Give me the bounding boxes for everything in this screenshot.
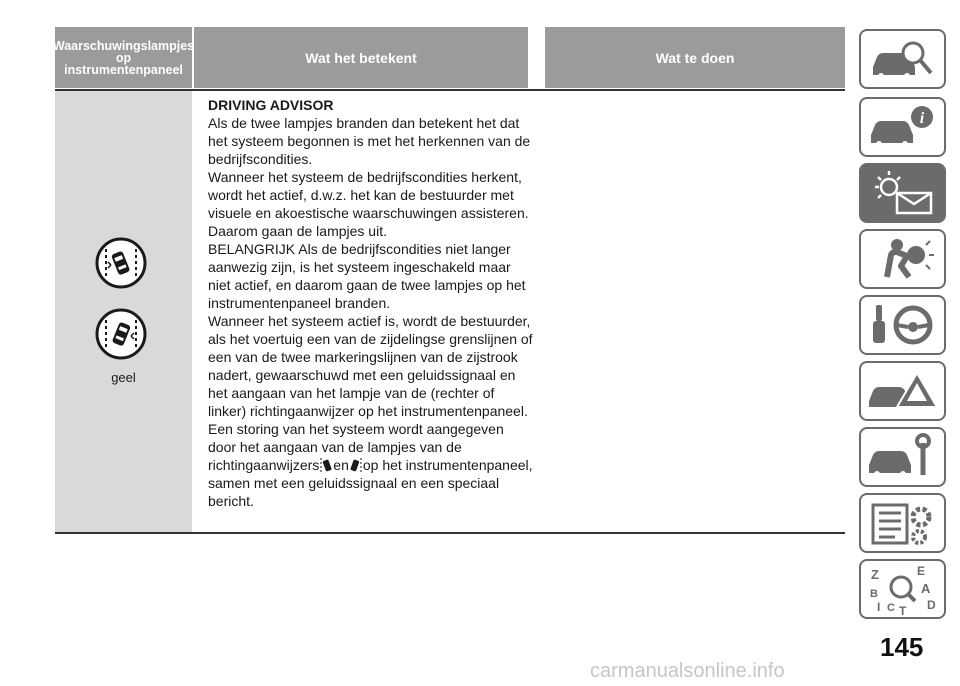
paragraph-1: Als de twee lampjes branden dan betekent het dat het systeem begonnen is met het herkennen van de bedrijfscondities. xyxy=(208,115,531,167)
header-col-action: Wat te doen xyxy=(545,27,845,88)
tab-emergency[interactable] xyxy=(859,361,946,421)
page-number: 145 xyxy=(880,632,924,662)
header-col-warning-lights xyxy=(52,27,195,88)
header-col1-line2: op xyxy=(115,50,132,65)
header-col1-line1: Waarschuwingslampjes xyxy=(52,38,195,53)
lane-keep-left-warning-icon xyxy=(95,237,147,289)
car-wrench-icon xyxy=(861,429,944,485)
tab-car-search[interactable] xyxy=(859,29,946,89)
paragraph-4: Wanneer het systeem actief is, wordt de bestuurder, als het voertuig een van de zijdelingse grenslijnen of een van de twee markeringslijnen van de zijstrook nadert, gewaarschuwd met een geluidssignaal en het aangaan van het lampje van de (rechter of linker) richtingaanwijzer op het instrumentenpaneel. xyxy=(208,313,533,419)
svg-text:A: A xyxy=(921,581,931,596)
specs-gear-icon xyxy=(861,495,944,551)
tab-warning-lights[interactable] xyxy=(859,163,946,223)
car-warning-triangle-icon xyxy=(861,363,944,419)
header-col1-line3: instrumentenpaneel xyxy=(64,62,183,77)
tab-safety[interactable] xyxy=(859,229,946,289)
alphabetical-index-icon xyxy=(861,561,944,617)
table-bottom-divider xyxy=(55,532,845,534)
watermark: carmanualsonline.info xyxy=(590,660,785,682)
warning-light-message-icon xyxy=(861,165,944,221)
paragraph-5-part-a: Een storing van het systeem wordt aangegeven door het aangaan van de lampjes van de richtingaanwijzers xyxy=(208,421,504,473)
steering-key-icon xyxy=(861,297,944,353)
tab-maintenance[interactable] xyxy=(859,427,946,487)
meaning-text xyxy=(208,96,533,510)
lane-left-inline-icon xyxy=(320,457,332,473)
paragraph-2: Wanneer het systeem de bedrijfscondities herkent, wordt het actief, d.w.z. het kan de bestuurder met visuele en akoestische waarschuwingen assisteren. Daarom gaan de lampjes uit. xyxy=(208,169,529,239)
svg-text:B: B xyxy=(870,588,878,600)
paragraph-5-part-b: en xyxy=(333,457,349,473)
tab-technical-data[interactable] xyxy=(859,493,946,553)
paragraph-5-part-c: op het instrumentenpaneel, samen met een geluidssignaal en een speciaal bericht. xyxy=(208,457,533,509)
svg-text:Z: Z xyxy=(871,567,879,582)
paragraph-3: BELANGRIJK Als de bedrijfscondities niet langer aanwezig zijn, is het systeem ingeschakeld maar niet actief, en daarom gaan de twee lampjes op het instrumentenpaneel branden. xyxy=(208,241,526,311)
lane-keep-right-warning-icon xyxy=(95,308,147,360)
svg-text:D: D xyxy=(927,598,936,612)
tab-index[interactable] xyxy=(859,559,946,619)
svg-text:E: E xyxy=(917,564,926,578)
lane-right-inline-icon xyxy=(350,457,362,473)
header-col-meaning: Wat het betekent xyxy=(194,27,528,88)
light-color-label: geel xyxy=(111,370,136,385)
car-info-icon xyxy=(861,99,944,155)
svg-text:C: C xyxy=(887,602,895,614)
tab-starting-driving[interactable] xyxy=(859,295,946,355)
svg-text:i: i xyxy=(919,110,925,127)
svg-text:T: T xyxy=(899,604,907,617)
airbag-person-icon xyxy=(861,231,944,287)
tab-car-info[interactable] xyxy=(859,97,946,157)
paragraph-5 xyxy=(208,420,533,510)
svg-text:I: I xyxy=(877,600,881,614)
car-search-icon xyxy=(861,31,944,87)
section-title: DRIVING ADVISOR xyxy=(208,97,334,113)
